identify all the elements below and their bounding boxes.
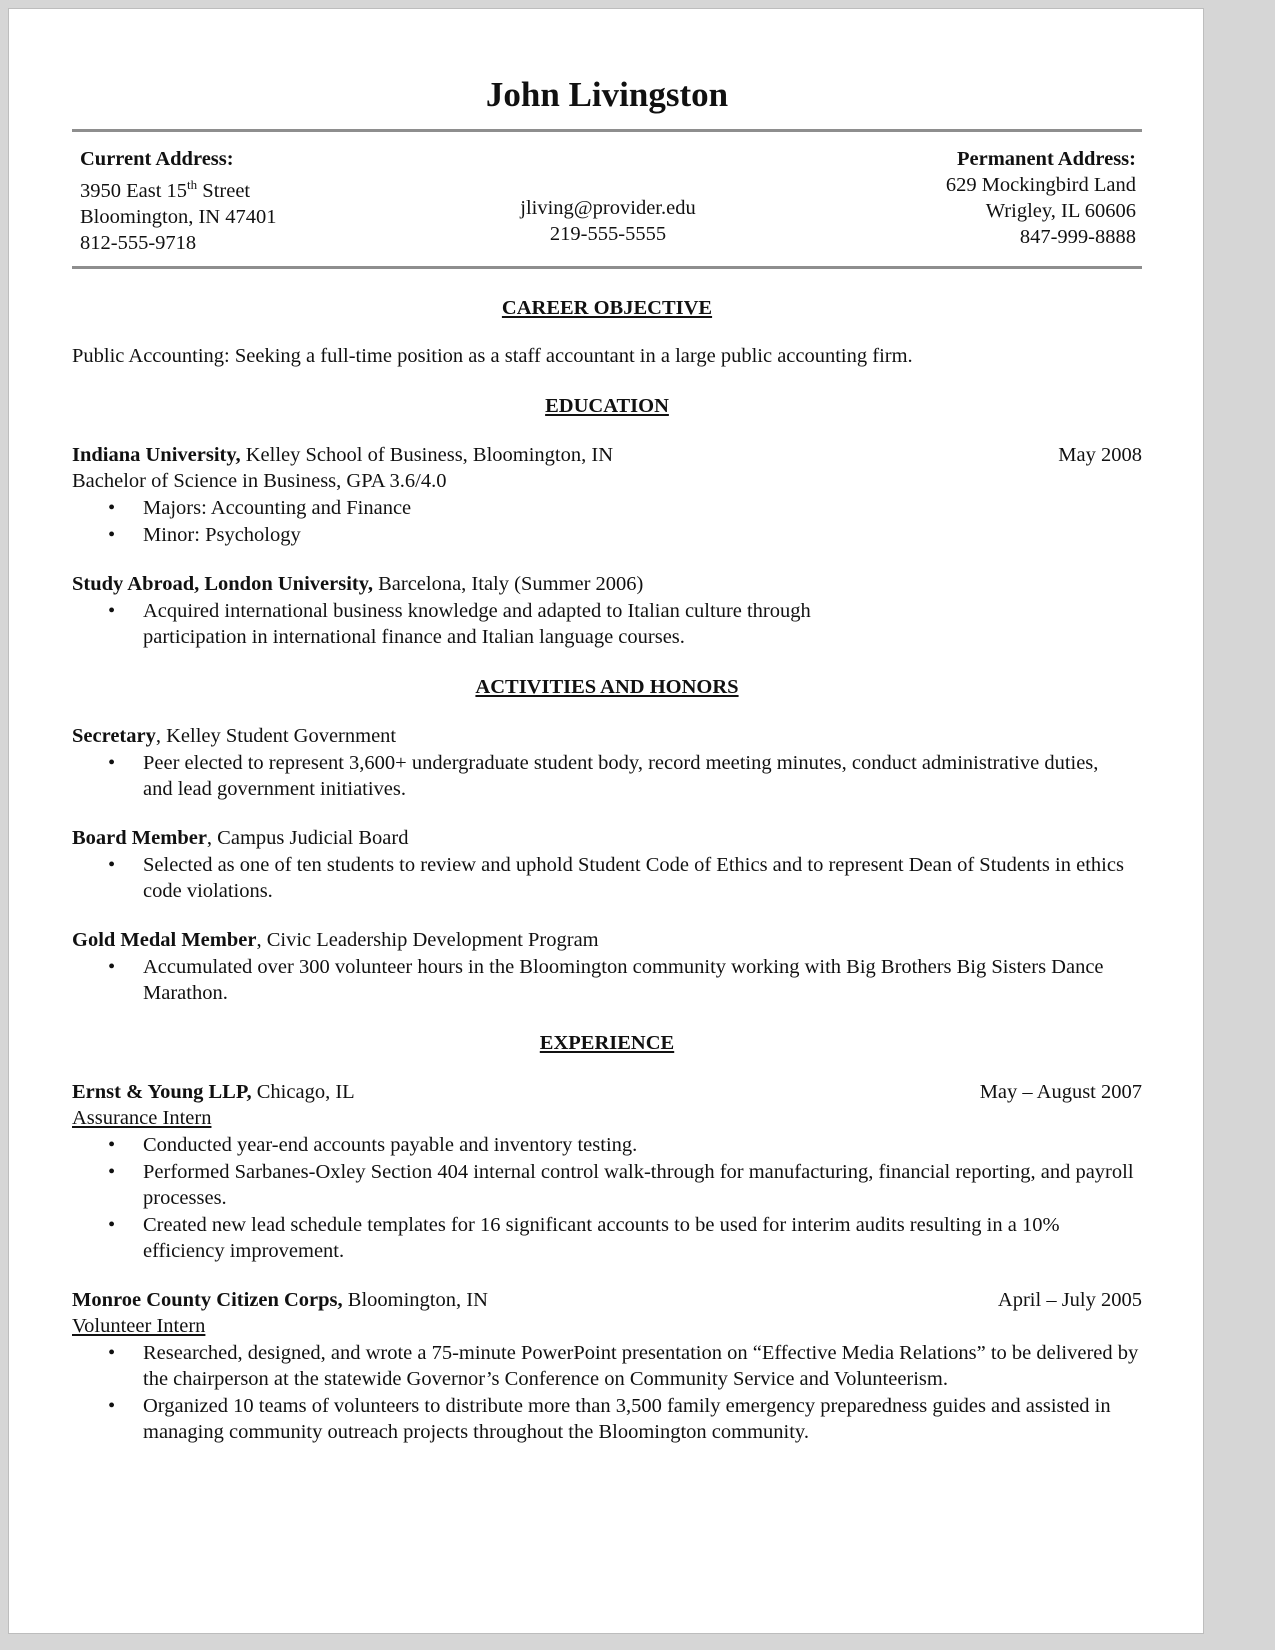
education-bullets bbox=[72, 598, 1142, 650]
activity-org: , Civic Leadership Development Program bbox=[256, 928, 599, 951]
education-org: Study Abroad, London University, bbox=[72, 572, 373, 595]
experience-position: Volunteer Intern bbox=[72, 1314, 206, 1337]
permanent-address bbox=[788, 146, 1136, 256]
experience-position: Assurance Intern bbox=[72, 1106, 212, 1129]
education-degree: Bachelor of Science in Business, GPA 3.6/4.0 bbox=[72, 469, 447, 492]
objective-heading: CAREER OBJECTIVE bbox=[501, 296, 713, 319]
education-entry-header bbox=[72, 442, 1142, 468]
activity-entry bbox=[72, 723, 1142, 802]
resume-page bbox=[8, 8, 1204, 1634]
list-item: • Conducted year-end accounts payable and inventory testing. bbox=[108, 1133, 638, 1156]
experience-entry-header bbox=[72, 1079, 1142, 1105]
experience-location: Bloomington, IN bbox=[342, 1288, 488, 1311]
list-item: • Organized 10 teams of volunteers to distribute more than 3,500 family emergency preparedness guides and assisted in managing community outreach projects throughout the Bloomington community. bbox=[108, 1394, 1111, 1443]
current-address-label: Current Address: bbox=[80, 148, 234, 170]
experience-date: May – August 2007 bbox=[979, 1080, 1142, 1103]
header-divider-bottom bbox=[72, 266, 1142, 269]
list-item: • Accumulated over 300 volunteer hours in the Bloomington community working with Big Brothers Big Sisters Dance Marathon. bbox=[108, 955, 1104, 1004]
activity-org: , Campus Judicial Board bbox=[206, 826, 409, 849]
experience-heading: EXPERIENCE bbox=[539, 1031, 675, 1054]
activity-org: , Kelley Student Government bbox=[155, 724, 397, 747]
contact-block bbox=[72, 132, 1142, 256]
activity-role: Board Member bbox=[72, 826, 207, 849]
mobile-phone: 219-555-5555 bbox=[549, 223, 667, 245]
activity-bullets bbox=[72, 750, 1142, 802]
activity-role: Gold Medal Member bbox=[72, 928, 257, 951]
activity-entry bbox=[72, 825, 1142, 904]
activity-bullets bbox=[72, 954, 1142, 1006]
current-street: 3950 East 15th Street bbox=[80, 177, 251, 202]
education-date: May 2008 bbox=[1058, 443, 1142, 466]
list-item: • Peer elected to represent 3,600+ undergraduate student body, record meeting minutes, conduct administrative duties, and lead government initiatives. bbox=[108, 751, 1099, 800]
activities-heading: ACTIVITIES AND HONORS bbox=[475, 675, 739, 698]
education-detail: Barcelona, Italy (Summer 2006) bbox=[372, 572, 644, 595]
list-item: • Created new lead schedule templates for 16 significant accounts to be used for interim audits resulting in a 10% efficiency improvement. bbox=[108, 1213, 1060, 1262]
resume-name: John Livingston bbox=[485, 75, 729, 114]
education-bullets bbox=[72, 495, 1142, 548]
experience-entry-header bbox=[72, 1287, 1142, 1313]
education-detail: Kelley School of Business, Bloomington, IN bbox=[240, 443, 614, 466]
list-item: • Researched, designed, and wrote a 75-minute PowerPoint presentation on “Effective Media Relations” to be delivered by the chairperson at the statewide Governor’s Conference on Community Service and Volunteerism. bbox=[108, 1341, 1139, 1390]
list-item: • Majors: Accounting and Finance bbox=[108, 496, 412, 519]
resume-content bbox=[72, 73, 1142, 1445]
email: jliving@provider.edu bbox=[520, 197, 696, 219]
experience-org: Ernst & Young LLP, bbox=[72, 1080, 252, 1103]
experience-bullets bbox=[72, 1132, 1142, 1264]
permanent-street: 629 Mockingbird Land bbox=[945, 174, 1136, 196]
contact-center bbox=[434, 146, 782, 256]
list-item: • Selected as one of ten students to review and uphold Student Code of Ethics and to represent Dean of Students in ethics code violations. bbox=[108, 853, 1124, 902]
activity-bullets bbox=[72, 852, 1142, 904]
education-entry bbox=[72, 442, 1142, 548]
experience-org: Monroe County Citizen Corps, bbox=[72, 1288, 343, 1311]
activity-role: Secretary bbox=[72, 724, 156, 747]
education-entry-header bbox=[72, 571, 1142, 597]
current-phone: 812-555-9718 bbox=[80, 231, 197, 254]
current-address bbox=[80, 146, 428, 256]
education-heading: EDUCATION bbox=[545, 394, 669, 417]
experience-entry bbox=[72, 1079, 1142, 1264]
current-city: Bloomington, IN 47401 bbox=[80, 205, 277, 228]
experience-bullets bbox=[72, 1340, 1142, 1445]
activity-entry bbox=[72, 927, 1142, 1006]
permanent-phone: 847-999-8888 bbox=[1019, 226, 1136, 248]
education-entry bbox=[72, 571, 1142, 650]
permanent-city: Wrigley, IL 60606 bbox=[985, 200, 1136, 222]
list-item: • Minor: Psychology bbox=[108, 523, 301, 546]
experience-date: April – July 2005 bbox=[997, 1288, 1142, 1311]
objective-text: Public Accounting: Seeking a full-time position as a staff accountant in a large public accounting firm. bbox=[72, 344, 913, 367]
permanent-address-label: Permanent Address: bbox=[957, 148, 1136, 170]
list-item: • Acquired international business knowledge and adapted to Italian culture through participation in international finance and Italian language courses. bbox=[108, 599, 811, 648]
education-org: Indiana University, bbox=[72, 443, 241, 466]
experience-location: Chicago, IL bbox=[251, 1080, 355, 1103]
experience-entry bbox=[72, 1287, 1142, 1445]
list-item: • Performed Sarbanes-Oxley Section 404 internal control walk-through for manufacturing, financial reporting, and payroll processes. bbox=[108, 1160, 1134, 1209]
